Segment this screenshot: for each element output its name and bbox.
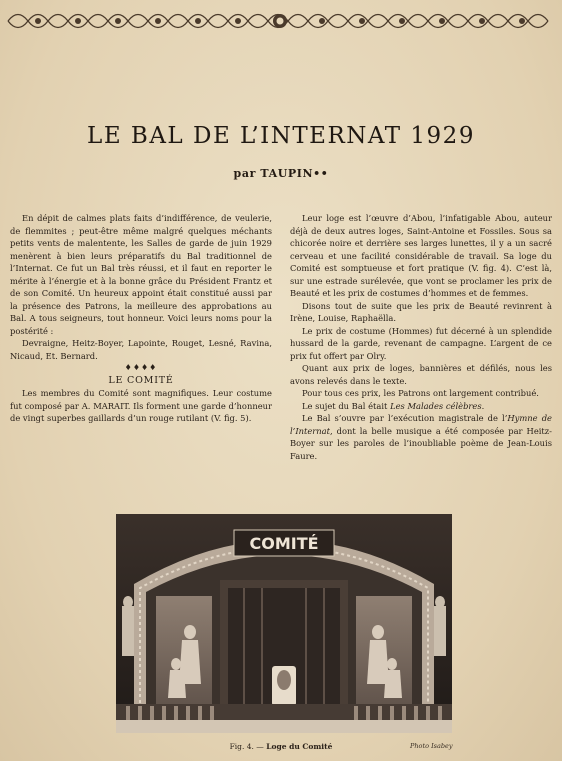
- decorative-frieze: [6, 6, 554, 36]
- comite-sign-text: COMITÉ: [249, 534, 319, 553]
- intro-paragraph: En dépit de calmes plats faits d’indifférence, de veulerie, de flemmites ; peut-être même malgré quelques méchants petits vents de malentente, les Salles de garde de juin 1929 menèrent à bien leurs préparatifs du Bal traditionnel de l’Internat. Ce fut un Bal très réussi, et il faut en reporter le mérite à l’énergie et à la bonne grâce du Président Frantz et de son Comité. Un heureux appoint était constitué aussi par la présence des Patrons, la meilleure des approbations au Bal. A tous seigneurs, tout honneur. Voici leurs noms pour la postérité :: [10, 213, 272, 336]
- section-separator: ♦♦♦♦: [124, 363, 158, 372]
- loge-photo: [116, 514, 452, 733]
- photo-caption: Fig. 4. — Loge du Comité: [229, 742, 333, 751]
- ball-subject-paragraph: Le sujet du Bal était Les Malades célèbres.: [302, 400, 485, 411]
- right-column: [290, 212, 552, 462]
- beauty-prize-paragraph: Disons tout de suite que les prix de Beauté revinrent à Irène, Louise, Raphaëlla.: [290, 300, 552, 323]
- left-column: [10, 212, 272, 425]
- section-heading-comite: LE COMITÉ: [108, 374, 174, 386]
- article-title: LE BAL DE L’INTERNAT 1929: [87, 123, 475, 149]
- loge-photo-image: [116, 514, 452, 733]
- comite-paragraph: Les membres du Comité sont magnifiques. Leur costume fut composé par A. MARAIT. Ils forment une garde d’honneur de vingt superbes gaillards d’un rouge rutilant (V. fig. 5).: [10, 388, 272, 423]
- patrons-names: Devraigne, Heitz-Boyer, Lapointe, Rouget, Lesné, Ravina, Nicaud, Et. Bernard.: [10, 338, 272, 361]
- article-byline: par TAUPIN••: [233, 167, 329, 180]
- photo-credit: Photo Isabey: [410, 742, 453, 750]
- loge-paragraph: Leur loge est l’œuvre d’Abou, l’infatigable Abou, auteur déjà de deux autres loges, Saint-Antoine et Fossiles. Sous sa chicorée noire et derrière ses larges lunettes, il y a un sacré cerveau et une facilité considérable de travail. Sa loge du Comité est somptueuse et fort pratique (V. fig. 4). C’est là, sur une estrade surélevée, que vont se proclamer les prix de Beauté et les prix de costumes d’hommes et de femmes.: [290, 213, 552, 298]
- hymn-paragraph: Le Bal s’ouvre par l’exécution magistrale de l’Hymne de l’Internat, dont la belle musique a été composée par Heitz-Boyer sur les paroles de l’inoubliable poème de Jean-Louis Faure.: [290, 413, 552, 461]
- patrons-contribution-paragraph: Pour tous ces prix, les Patrons ont largement contribué.: [302, 388, 539, 398]
- costume-prize-paragraph: Le prix de costume (Hommes) fut décerné à un splendide hussard de la garde, revenant de campagne. L’argent de ce prix fut offert par Olry.: [290, 325, 552, 361]
- loges-prize-paragraph: Quant aux prix de loges, bannières et défilés, nous les avons relevés dans le texte.: [290, 363, 552, 386]
